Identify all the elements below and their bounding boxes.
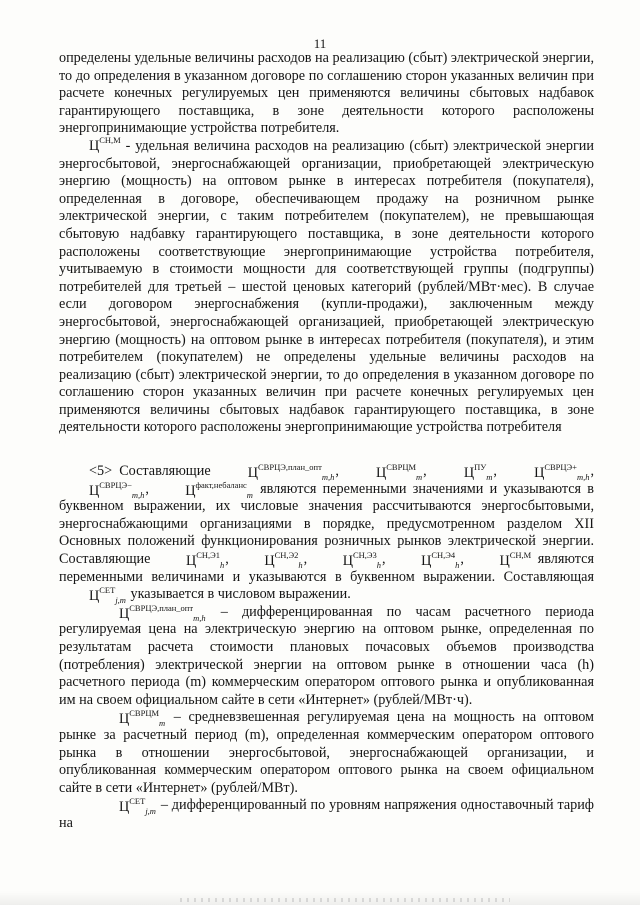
symbol-tsn-m: $Ц^{СН,М}$ <box>89 134 121 154</box>
symbol-pu: $Ц^{ПУ}_m$ <box>463 462 493 483</box>
symbol-set: $Ц^{СЕТ}_{j,m}$ <box>89 585 126 606</box>
symbol-sn-e2: $Ц^{СН,Э2}_h$ <box>264 550 303 571</box>
symbol-svrtse-minus: $Ц^{СВРЦЭ-}_{m,h}$ <box>89 479 145 500</box>
paragraph-definition-tsn-m: $Ц^{СН,М}$ - удельная величина расходов на реализацию (сбыт) электрической энергии энергосбытовой, энергоснабжающей организации, приобретающей электрическую энергию (мощность) на оптовом рынке в интересах потребителя (покупателя), определенная в договоре, обеспечивающем продажу на розничном рынке электрической энергии, с таким потребителем (покупателем), не превышающая сбытовую надбавку гарантирующего поставщика, в зоне деятельности которого расположены соответствующие энергопринимающие устройства потребителя, учитываемую в стоимости мощности для соответствующей группы (подгруппы) потребителей для третьей – шестой ценовых категорий (рублей/МВт·мес). В случае если договором энергоснабжения (купли-продажи), заключенным между энергосбытовой, энергоснабжающей организацией, приобретающей электрическую энергию (мощность) на оптовом рынке в интересах потребителя (покупателя), и этим потребителем (покупателем) не определены удельные величины расходов на реализацию (сбыт) электрической энергии, то до определения в указанном договоре по соглашению сторон указанных величин при расчете конечных регулируемых цен применяются величины сбытовых надбавок гарантирующего поставщика, в зоне деятельности которого расположены энергопринимающие устройства потребителя <box>59 134 594 436</box>
symbol-sn-e3: $Ц^{СН,Э3}_h$ <box>342 550 381 571</box>
symbol-sn-e4: $Ц^{СН,Э4}_h$ <box>421 550 460 571</box>
paragraph-definition-svrtsm: $Ц^{СВРЦМ}_m$ – средневзвешенная регулируемая цена на мощность на оптовом рынке за расчетный период (m), определенная коммерческим оператором оптового рынка в отношении энергосбытовой, энергоснабжающей организации, и опубликованная коммерческим оператором оптового рынка на своем официальном сайте в сети «Интернет» (рублей/МВт). <box>59 708 594 796</box>
paragraph-note-5: <5> Составляющие $Ц^{СВРЦЭ,план\_опт}_{m,h}$, $Ц^{СВРЦМ}_m$, $Ц^{ПУ}_m$, $Ц^{СВРЦЭ+}_{m,h}$, $Ц^{СВРЦЭ-}_{m,h}$, $Ц^{факт,небаланс}_m$ являются переменными значениями и указываются в буквенном выражении, их числовые значения рассчитываются энергосбытовыми, энергоснабжающими организациями в порядке, предусмотренном разделом XII Основных положений функционирования розничных рынков электрической энергии. Составляющие $Ц^{СН,Э1}_h$, $Ц^{СН,Э2}_h$, $Ц^{СН,Э3}_h$, $Ц^{СН,Э4}_h$, $Ц^{СН,М}$ являются переменными величинами и указываются в буквенном выражении. Составляющая $Ц^{СЕТ}_{j,m}$ указывается в числовом выражении. <box>59 462 595 606</box>
symbol-svrtsm: $Ц^{СВРЦМ}_m$ <box>376 462 423 483</box>
symbol-svrtsm-def: $Ц^{СВРЦМ}_m$ <box>119 708 166 729</box>
paragraph-continuation: определены удельные величины расходов на реализацию (сбыт) электрической энергии, то до определения в указанном договоре по соглашению сторон указанных величин при расчете конечных регулируемых цен применяются величины сбытовых надбавок гарантирующего поставщика, в зоне деятельности которого расположены энергопринимающие устройства потребителя. <box>59 50 594 137</box>
page-number: 11 <box>313 36 327 51</box>
symbol-sn-e1: $Ц^{СН,Э1}_h$ <box>185 550 225 571</box>
symbol-svrtse-plan: $Ц^{СВРЦЭ,план\_опт}_{m,h}$ <box>247 462 335 483</box>
paragraph-definition-svrtse-plan: $Ц^{СВРЦЭ,план\_опт}_{m,h}$ – дифференцированная по часам расчетного периода регулируемая цена на электрическую энергию на оптовом рынке, определенная по результатам расчета стоимости плановых почасовых объемов производства (потребления) электрической энергии на оптовом рынке в отношении часа (h) расчетного периода (m) коммерческим оператором оптового рынка и опубликованная им на своем официальном сайте в сети «Интернет» (рублей/МВт·ч). <box>59 602 594 708</box>
symbol-fakt-nebalans: $Ц^{факт,небаланс}_m$ <box>185 479 253 500</box>
symbol-svrtse-plus: $Ц^{СВРЦЭ+}_{m,h}$ <box>534 462 590 483</box>
paragraph-definition-set: $Ц^{СЕТ}_{j,m}$ – дифференцированный по уровням напряжения одноставочный тариф на <box>59 796 594 831</box>
scan-artifact <box>180 898 510 902</box>
document-body <box>59 50 594 833</box>
symbol-set-def: $Ц^{СЕТ}_{j,m}$ <box>119 796 156 817</box>
symbol-sn-m: $Ц^{СН,М}$ <box>499 550 532 570</box>
symbol-svrtse-plan-def: $Ц^{СВРЦЭ,план\_опт}_{m,h}$ <box>119 602 206 623</box>
